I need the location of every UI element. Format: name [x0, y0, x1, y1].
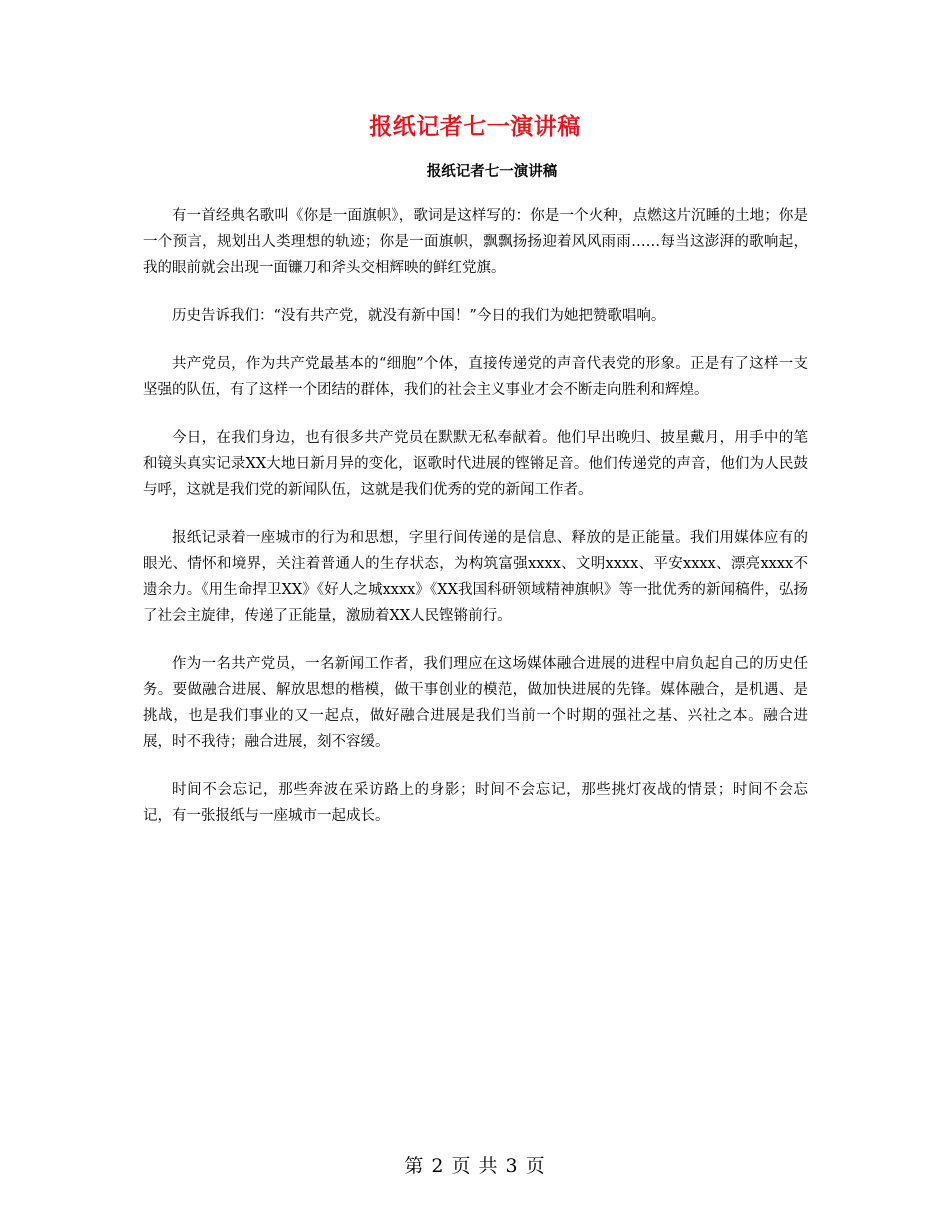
paragraph: 作为一名共产党员，一名新闻工作者，我们理应在这场媒体融合进展的进程中肩负起自己的历史任务。要做融合进展、解放思想的楷模，做干事创业的模范，做加快进展的先锋。媒体融合，是机遇、是挑战，也是我们事业的又一起点，做好融合进展是我们当前一个时期的强社之基、兴社之本。融合进展，时不我待；融合进展，刻不容缓。 [143, 656, 808, 750]
paragraph: 历史告诉我们：“没有共产党，就没有新中国！”今日的我们为她把赞歌唱响。 [172, 308, 666, 324]
paragraph: 有一首经典名歌叫《你是一面旗帜》，歌词是这样写的：你是一个火种，点燃这片沉睡的土地；你是一个预言，规划出人类理想的轨迹；你是一面旗帜，飘飘扬扬迎着风风雨雨……每当这澎湃的歌响起，我的眼前就会出现一面镰刀和斧头交相辉映的鲜红党旗。 [143, 208, 808, 276]
paragraph: 报纸记录着一座城市的行为和思想，字里行间传递的是信息、释放的是正能量。我们用媒体应有的眼光、情怀和境界，关注着普通人的生存状态，为构筑富强xxxx、文明xxxx、平安xxxx、漂亮xxxx不遗余力。《用生命捍卫XX》《好人之城xxxx》《XX我国科研领域精神旗帜》等一批优秀的新闻稿件，弘扬了社会主旋律，传递了正能量，激励着XX人民铿锵前行。 [143, 530, 808, 624]
paragraph: 时间不会忘记，那些奔波在采访路上的身影；时间不会忘记，那些挑灯夜战的情景；时间不会忘记，有一张报纸与一座城市一起成长。 [143, 782, 808, 824]
document-body [143, 203, 808, 851]
page-number-footer: 第 2 页 共 3 页 [404, 1155, 546, 1177]
paragraph: 今日，在我们身边，也有很多共产党员在默默无私奉献着。他们早出晚归、披星戴月，用手中的笔和镜头真实记录XX大地日新月异的变化，讴歌时代进展的铿锵足音。他们传递党的声音，他们为人民鼓与呼，这就是我们党的新闻队伍，这就是我们优秀的党的新闻工作者。 [143, 430, 808, 498]
document-subtitle: 报纸记者七一演讲稿 [426, 164, 558, 180]
paragraph: 共产党员，作为共产党最基本的“细胞”个体，直接传递党的声音代表党的形象。正是有了这样一支坚强的队伍，有了这样一个团结的群体，我们的社会主义事业才会不断走向胜利和辉煌。 [143, 356, 808, 398]
document-title: 报纸记者七一演讲稿 [369, 114, 581, 140]
